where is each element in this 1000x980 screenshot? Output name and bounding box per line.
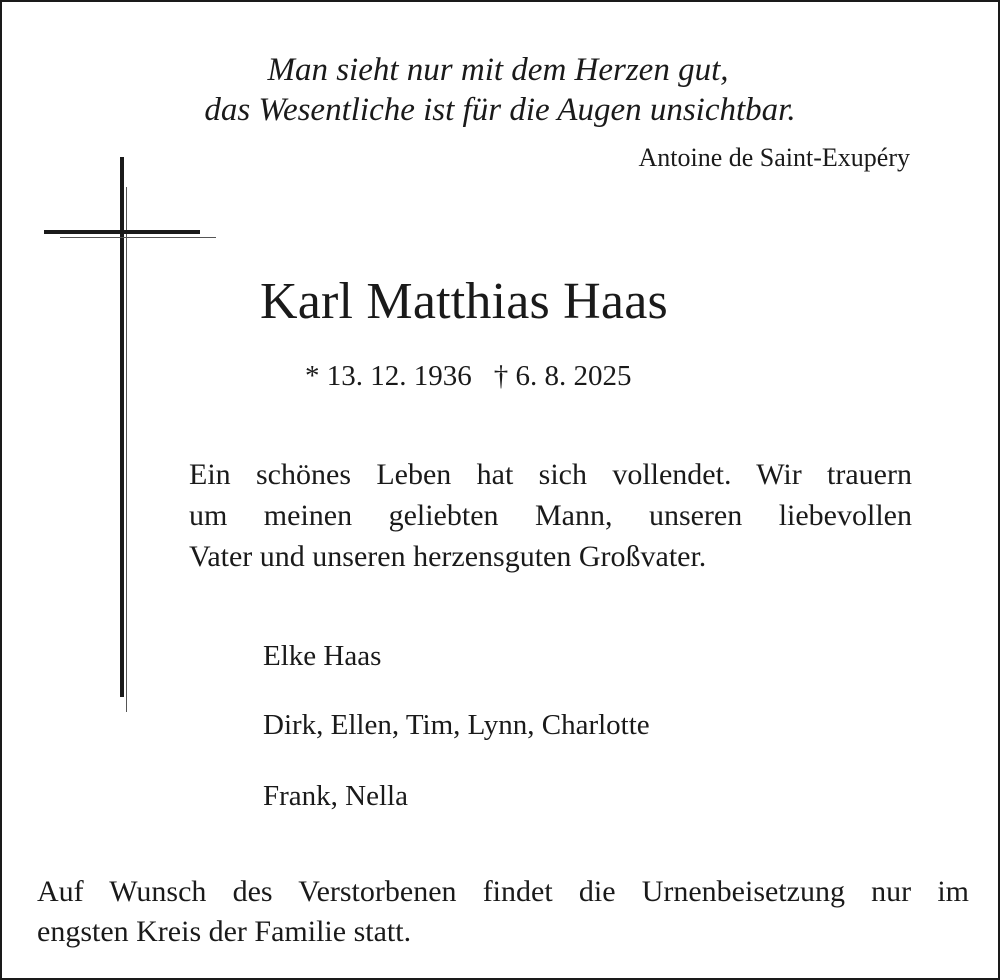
funeral-note (37, 872, 969, 952)
quote-line-1: Man sieht nur mit dem Herzen gut, (267, 52, 729, 88)
birth-date: * 13. 12. 1936 (305, 360, 472, 392)
cross-horizontal-bar (44, 230, 200, 234)
mourner-name: Elke Haas (263, 640, 382, 672)
deceased-name: Karl Matthias Haas (260, 273, 668, 330)
tribute-text (189, 454, 912, 577)
tribute-line-3: Vater und unseren herzensguten Großvater. (189, 540, 707, 573)
cross-icon (42, 157, 222, 717)
quote-author: Antoine de Saint-Exupéry (638, 143, 910, 172)
cross-vertical-shadow (126, 187, 127, 712)
funeral-note-line-2: engsten Kreis der Familie statt. (37, 915, 412, 948)
quote-line-2: das Wesentliche ist für die Augen unsichtbar. (204, 92, 796, 128)
funeral-note-line-1: Auf Wunsch des Verstorbenen findet die Urnenbeisetzung nur im (37, 875, 969, 908)
life-dates (305, 358, 632, 394)
mourner-name: Frank, Nella (263, 780, 408, 812)
tribute-line-1: Ein schönes Leben hat sich vollendet. Wir trauern (189, 458, 912, 491)
cross-vertical-bar (120, 157, 124, 697)
tribute-line-2: um meinen geliebten Mann, unseren liebevollen (189, 499, 912, 532)
death-date: † 6. 8. 2025 (493, 360, 632, 392)
cross-horizontal-shadow (60, 237, 216, 238)
mourner-name: Dirk, Ellen, Tim, Lynn, Charlotte (263, 709, 650, 741)
